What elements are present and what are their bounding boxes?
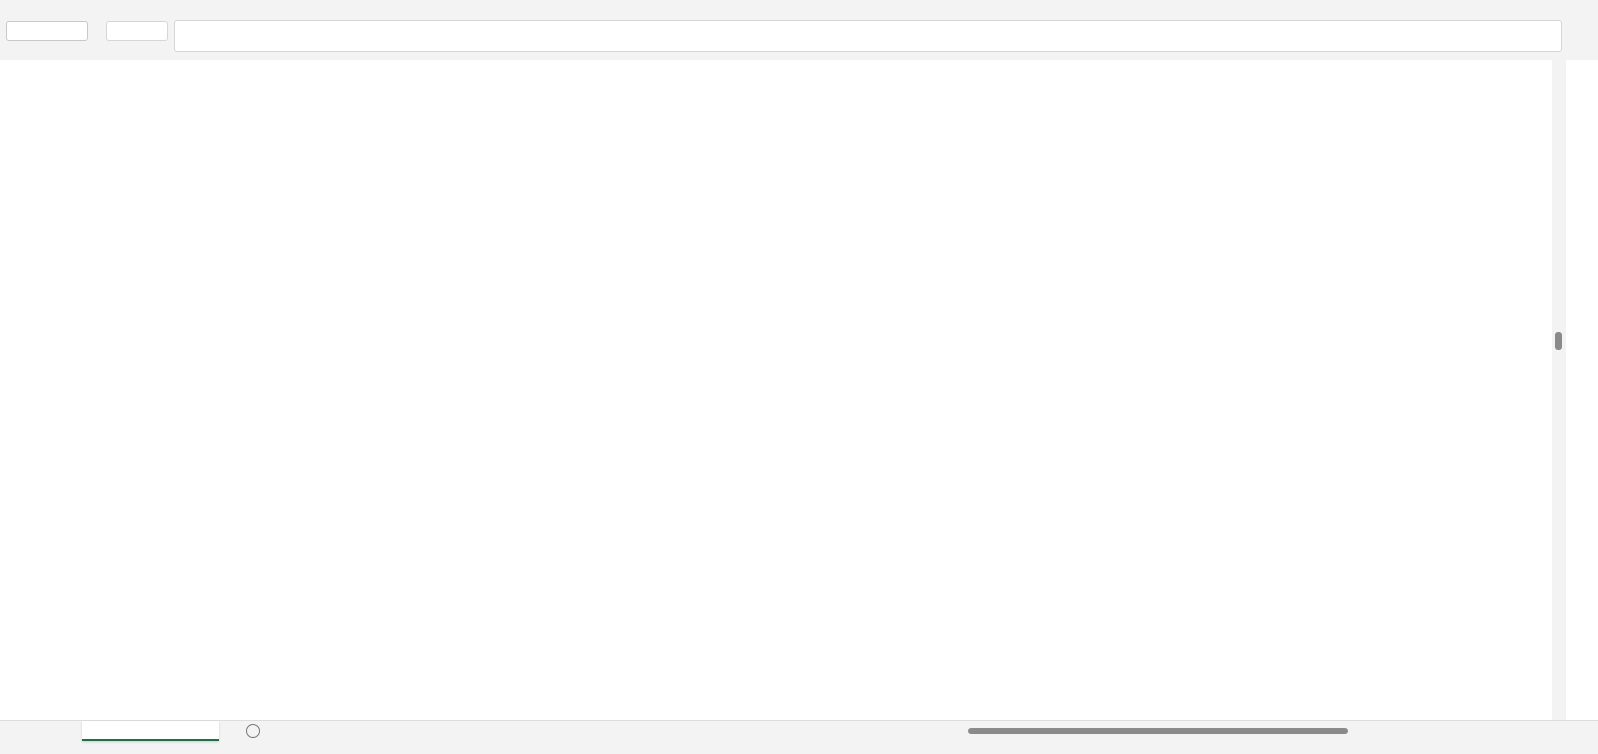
vertical-scroll-thumb[interactable] bbox=[1555, 332, 1562, 350]
sheet-tab-criteres[interactable] bbox=[82, 721, 219, 741]
name-box[interactable] bbox=[6, 21, 88, 41]
sheet-grid[interactable] bbox=[0, 74, 1552, 720]
add-sheet-icon[interactable] bbox=[246, 724, 260, 738]
formula-actions bbox=[106, 21, 168, 41]
title-bar bbox=[0, 0, 1598, 18]
sheet-tabs-bar bbox=[0, 720, 1598, 754]
horizontal-scroll-thumb[interactable] bbox=[968, 728, 1348, 734]
formula-bar bbox=[0, 18, 1598, 60]
vertical-scrollbar[interactable] bbox=[1552, 60, 1566, 720]
formula-input[interactable] bbox=[174, 20, 1562, 52]
horizontal-scrollbar[interactable] bbox=[944, 724, 1564, 738]
